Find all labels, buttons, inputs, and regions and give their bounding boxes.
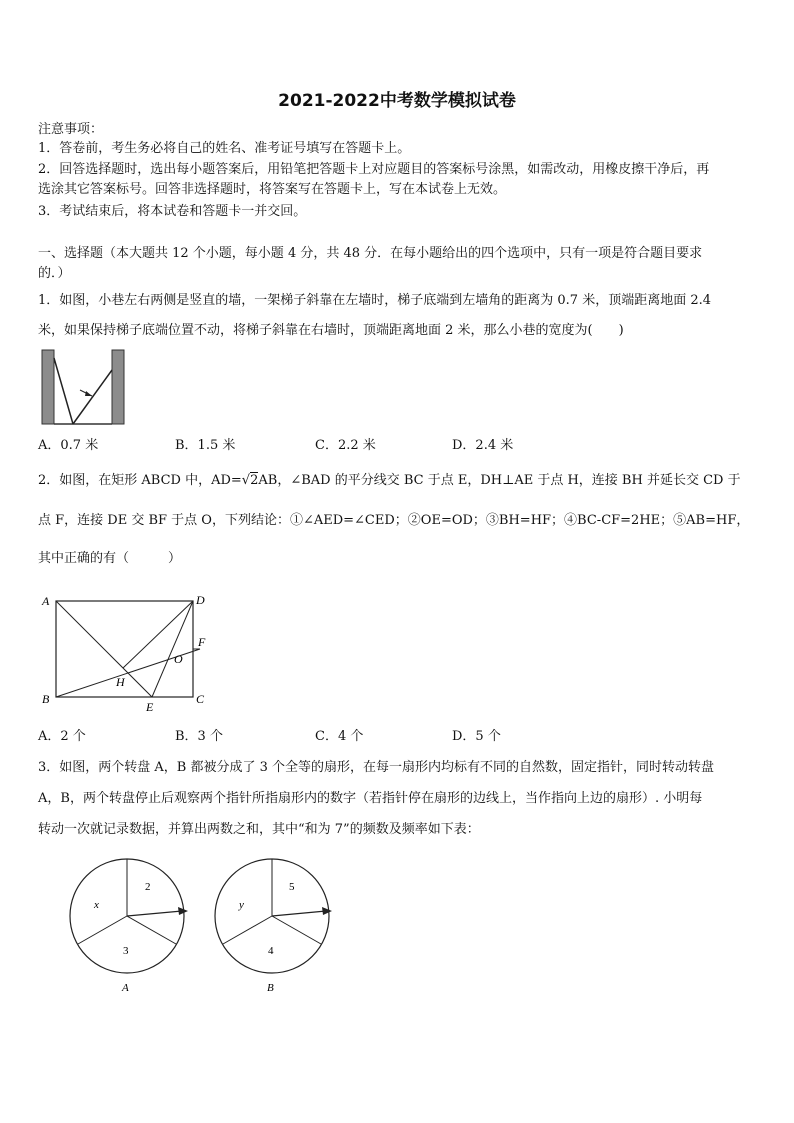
- wheel-b-pointer: [272, 911, 326, 916]
- q2-rectangle-figure: [38, 588, 218, 718]
- q1-text-line-2: 米，如果保持梯子底端位置不动，将梯子斜靠在右墙时，顶端距离地面 2 米，那么小巷的宽度为( ): [38, 323, 624, 338]
- wheel-b-divider-2: [223, 916, 272, 944]
- q1-ladder-figure: [40, 348, 130, 428]
- q1-text-line-1: 1．如图，小巷左右两侧是竖直的墙，一架梯子斜靠在左墙时，梯子底端到左墙角的距离为 0.7 米，顶端距离地面 2.4: [38, 293, 712, 308]
- segment-de: [152, 601, 193, 697]
- arrow-head: [85, 391, 92, 396]
- q2-text-line-1: [38, 472, 760, 490]
- notice-item-3: 3．考试结束后，将本试卷和答题卡一并交回。: [38, 204, 307, 219]
- wheel-a-sector-3: 3: [123, 945, 129, 957]
- label-e: E: [146, 700, 154, 714]
- section-heading-line-1: 一、选择题（本大题共 12 个小题，每小题 4 分，共 48 分．在每小题给出的四个选项中，只有一项是符合题目要求: [38, 246, 703, 261]
- q2-text-line-2: 点 F，连接 DE 交 BF 于点 O，下列结论：①∠AED=∠CED；②OE=OD；③BH=HF；④BC-CF=2HE；⑤AB=HF，: [38, 513, 750, 528]
- q1-option-a[interactable]: A．0.7 米: [38, 438, 99, 453]
- wheel-b: [215, 859, 332, 994]
- label-o: O: [174, 652, 183, 666]
- notice-heading: 注意事项：: [38, 122, 104, 137]
- left-wall: [42, 350, 54, 424]
- wheel-b-pointer-head: [322, 907, 332, 915]
- q1-option-d[interactable]: D．2.4 米: [452, 438, 514, 453]
- label-d: D: [196, 593, 205, 607]
- label-h: H: [116, 675, 125, 689]
- label-a: A: [42, 594, 50, 608]
- wheel-a-sector-2: 2: [145, 881, 151, 893]
- wheel-b-divider-3: [272, 916, 321, 944]
- segment-ae: [56, 601, 152, 697]
- wheel-a-divider-3: [127, 916, 176, 944]
- ladder-right: [73, 370, 112, 424]
- q3-spinner-figure: [60, 855, 350, 1000]
- notice-item-1: 1．答卷前，考生务必将自己的姓名、准考证号填写在答题卡上。: [38, 141, 411, 156]
- wheel-b-sector-5: 5: [289, 881, 295, 893]
- wheel-b-sector-y: y: [239, 899, 244, 911]
- q2-text-line-1-post: AB，∠BAD 的平分线交 BC 于点 E，DH⊥AE 于点 H，连接 BH 并延长交 CD 于: [258, 473, 741, 488]
- q2-text-line-3: 其中正确的有（ ）: [38, 551, 182, 566]
- wheel-a-pointer: [127, 911, 182, 916]
- wheel-b-sector-4: 4: [268, 945, 274, 957]
- page-title: 2021-2022中考数学模拟试卷: [278, 91, 516, 111]
- sqrt-symbol: √: [241, 473, 251, 488]
- right-wall: [112, 350, 124, 424]
- label-b: B: [42, 692, 50, 706]
- wheel-b-label: B: [267, 982, 274, 994]
- q2-option-b[interactable]: B．3 个: [175, 729, 223, 744]
- wheel-a-divider-2: [78, 916, 127, 944]
- label-c: C: [196, 692, 205, 706]
- wheel-a-label: A: [122, 982, 129, 994]
- q1-option-b[interactable]: B．1.5 米: [175, 438, 236, 453]
- q3-text-line-2: A，B，两个转盘停止后观察两个指针所指扇形内的数字（若指针停在扇形的边线上，当作指向上边的扇形）. 小明每: [38, 791, 703, 806]
- q2-option-a[interactable]: A．2 个: [38, 729, 86, 744]
- section-heading-line-2: 的．）: [38, 266, 71, 281]
- notice-item-2-line-2: 选涂其它答案标号。回答非选择题时，将答案写在答题卡上，写在本试卷上无效。: [38, 182, 507, 197]
- wheel-a: [70, 859, 188, 994]
- sqrt-radicand: 2: [250, 473, 259, 488]
- label-f: F: [198, 635, 206, 649]
- notice-item-2-line-1: 2．回答选择题时，选出每小题答案后，用铅笔把答题卡上对应题目的答案标号涂黑，如需改动，用橡皮擦干净后，再: [38, 162, 710, 177]
- wheel-a-sector-x: x: [94, 899, 99, 911]
- q1-option-c[interactable]: C．2.2 米: [315, 438, 376, 453]
- ladder-left: [54, 358, 73, 424]
- q2-text-line-1-pre: 2．如图，在矩形 ABCD 中，AD=: [38, 473, 242, 488]
- q2-option-c[interactable]: C．4 个: [315, 729, 364, 744]
- q3-text-line-3: 转动一次就记录数据，并算出两数之和，其中“和为 7”的频数及频率如下表：: [38, 822, 480, 837]
- q3-text-line-1: 3．如图，两个转盘 A，B 都被分成了 3 个全等的扇形，在每一扇形内均标有不同的自然数，固定指针，同时转动转盘: [38, 760, 715, 775]
- q2-option-d[interactable]: D．5 个: [452, 729, 501, 744]
